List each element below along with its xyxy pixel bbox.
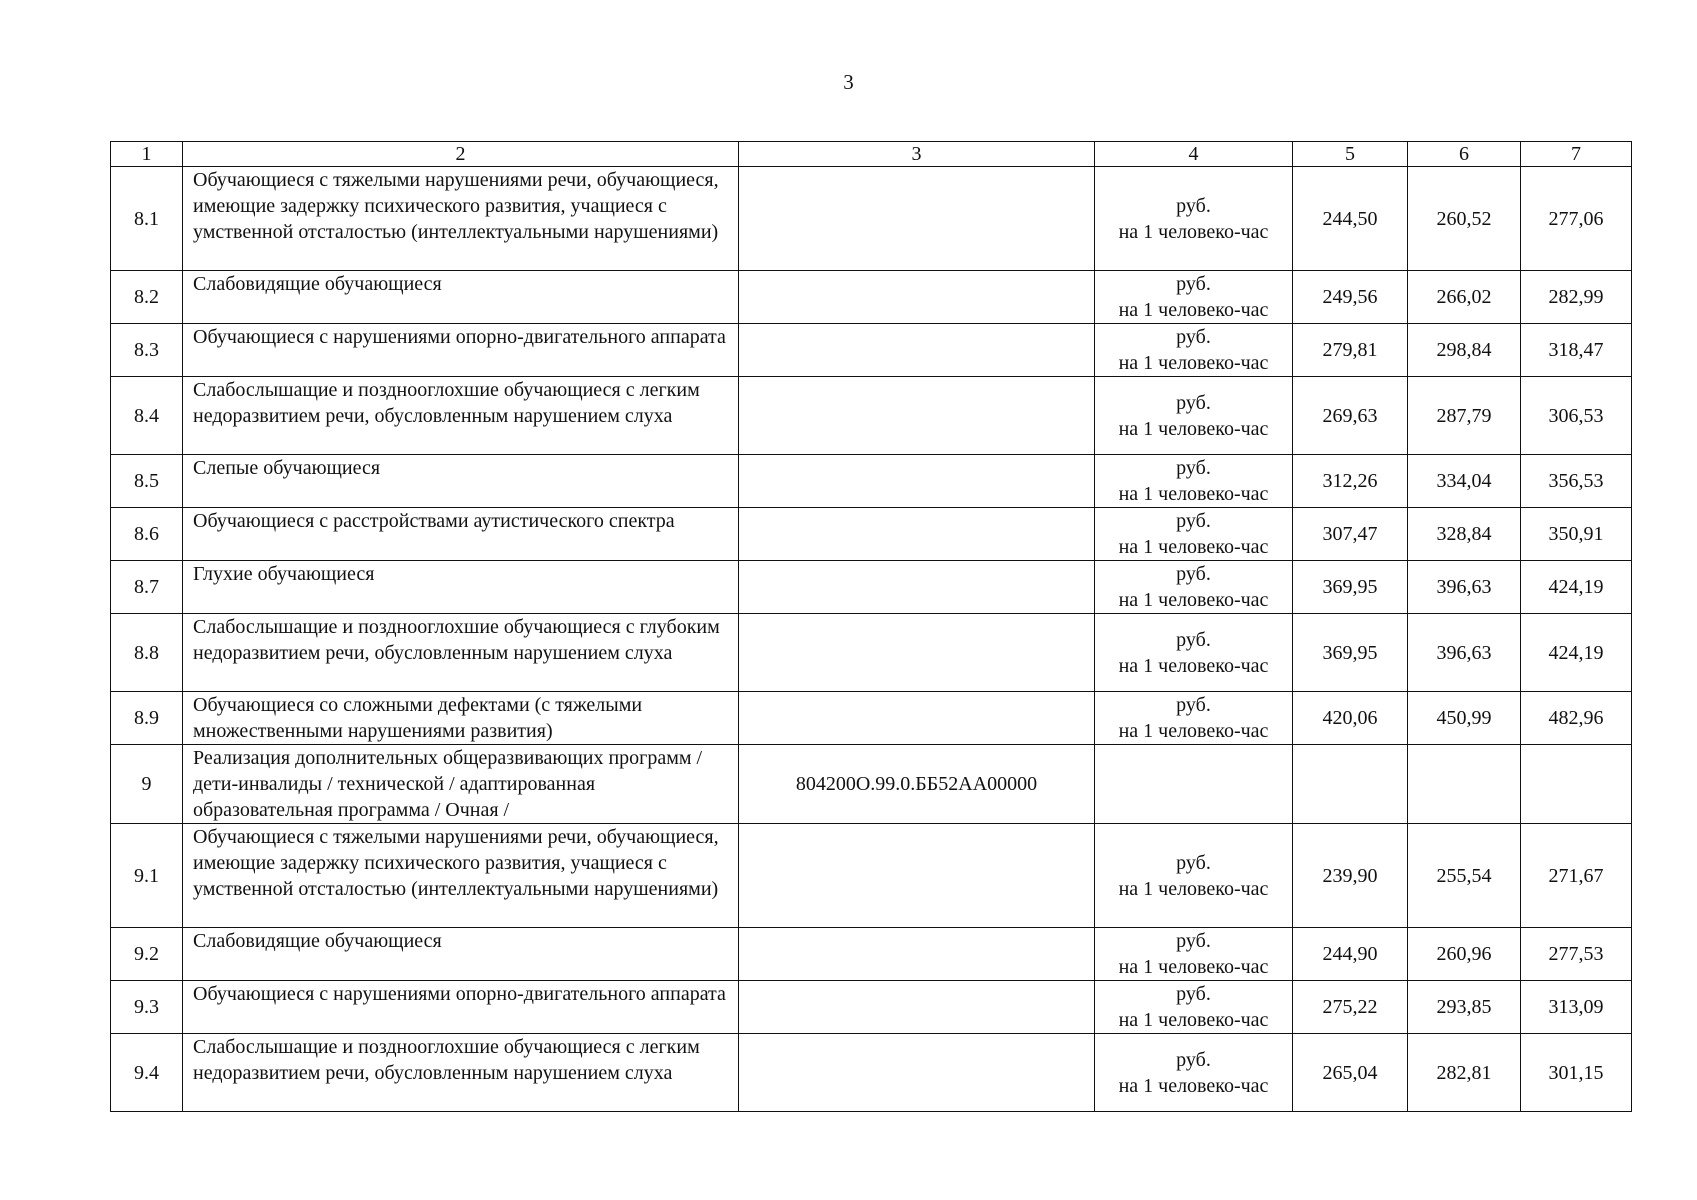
row-value-5: 265,04 bbox=[1293, 1034, 1408, 1112]
row-name: Слабовидящие обучающиеся bbox=[183, 271, 739, 324]
row-value-5: 279,81 bbox=[1293, 324, 1408, 377]
row-unit bbox=[1095, 508, 1293, 561]
table-row bbox=[111, 167, 1632, 271]
row-number: 9.1 bbox=[111, 824, 183, 928]
row-value-5: 244,90 bbox=[1293, 928, 1408, 981]
unit-basis: на 1 человеко-час bbox=[1118, 417, 1269, 440]
row-value-7: 356,53 bbox=[1521, 455, 1632, 508]
row-code bbox=[739, 377, 1095, 455]
row-name: Обучающиеся с тяжелыми нарушениями речи, обучающиеся, имеющие задержку психического развития, учащиеся с умственной отсталостью (интеллектуальными нарушениями) bbox=[183, 167, 739, 271]
row-number: 8.8 bbox=[111, 614, 183, 692]
row-unit bbox=[1095, 561, 1293, 614]
row-number: 8.3 bbox=[111, 324, 183, 377]
tariff-table bbox=[110, 141, 1632, 1112]
row-number: 9 bbox=[111, 745, 183, 824]
row-value-7 bbox=[1521, 745, 1632, 824]
table-row bbox=[111, 981, 1632, 1034]
row-value-7: 313,09 bbox=[1521, 981, 1632, 1034]
row-value-6: 293,85 bbox=[1408, 981, 1521, 1034]
row-value-5: 369,95 bbox=[1293, 561, 1408, 614]
row-unit bbox=[1095, 692, 1293, 745]
unit-currency: руб. bbox=[1176, 326, 1211, 348]
row-value-7: 424,19 bbox=[1521, 561, 1632, 614]
table-row bbox=[111, 271, 1632, 324]
row-name: Слабослышащие и позднооглохшие обучающиеся с легким недоразвитием речи, обусловленным нарушением слуха bbox=[183, 377, 739, 455]
row-number: 8.7 bbox=[111, 561, 183, 614]
row-value-5: 249,56 bbox=[1293, 271, 1408, 324]
row-code bbox=[739, 692, 1095, 745]
unit-currency: руб. bbox=[1176, 851, 1211, 874]
table-row bbox=[111, 692, 1632, 745]
row-number: 8.2 bbox=[111, 271, 183, 324]
table-row bbox=[111, 824, 1632, 928]
unit-basis: на 1 человеко-час bbox=[1118, 220, 1269, 243]
row-name: Обучающиеся с нарушениями опорно-двигательного аппарата bbox=[183, 324, 739, 377]
table-row bbox=[111, 324, 1632, 377]
unit-basis: на 1 человеко-час bbox=[1118, 877, 1269, 900]
column-header: 2 bbox=[183, 142, 739, 167]
row-value-5: 369,95 bbox=[1293, 614, 1408, 692]
row-name: Слепые обучающиеся bbox=[183, 455, 739, 508]
unit-basis: на 1 человеко-час bbox=[1118, 956, 1269, 978]
row-code bbox=[739, 271, 1095, 324]
unit-currency: руб. bbox=[1176, 194, 1211, 217]
row-value-5: 275,22 bbox=[1293, 981, 1408, 1034]
row-value-6: 260,96 bbox=[1408, 928, 1521, 981]
row-value-7: 301,15 bbox=[1521, 1034, 1632, 1112]
row-value-5: 420,06 bbox=[1293, 692, 1408, 745]
row-code bbox=[739, 614, 1095, 692]
unit-currency: руб. bbox=[1176, 1048, 1211, 1071]
row-unit bbox=[1095, 167, 1293, 271]
unit-currency: руб. bbox=[1176, 391, 1211, 414]
row-value-5: 269,63 bbox=[1293, 377, 1408, 455]
row-name: Обучающиеся с расстройствами аутистического спектра bbox=[183, 508, 739, 561]
row-number: 8.1 bbox=[111, 167, 183, 271]
row-name: Слабовидящие обучающиеся bbox=[183, 928, 739, 981]
row-name: Слабослышащие и позднооглохшие обучающиеся с глубоким недоразвитием речи, обусловленным нарушением слуха bbox=[183, 614, 739, 692]
row-number: 8.6 bbox=[111, 508, 183, 561]
unit-currency: руб. bbox=[1176, 273, 1211, 295]
row-number: 9.4 bbox=[111, 1034, 183, 1112]
table-header-row bbox=[111, 142, 1632, 167]
row-unit bbox=[1095, 745, 1293, 824]
row-value-5 bbox=[1293, 745, 1408, 824]
unit-basis: на 1 человеко-час bbox=[1118, 654, 1269, 677]
unit-basis: на 1 человеко-час bbox=[1118, 589, 1269, 611]
table-row bbox=[111, 745, 1632, 824]
unit-currency: руб. bbox=[1176, 930, 1211, 952]
unit-currency: руб. bbox=[1176, 510, 1211, 532]
table-row bbox=[111, 1034, 1632, 1112]
unit-basis: на 1 человеко-час bbox=[1118, 352, 1269, 374]
row-number: 8.9 bbox=[111, 692, 183, 745]
unit-currency: руб. bbox=[1176, 563, 1211, 585]
unit-basis: на 1 человеко-час bbox=[1118, 1009, 1269, 1031]
row-code bbox=[739, 981, 1095, 1034]
row-value-6: 298,84 bbox=[1408, 324, 1521, 377]
row-name: Глухие обучающиеся bbox=[183, 561, 739, 614]
unit-basis: на 1 человеко-час bbox=[1118, 483, 1269, 505]
unit-currency: руб. bbox=[1176, 983, 1211, 1005]
row-unit bbox=[1095, 455, 1293, 508]
row-value-5: 239,90 bbox=[1293, 824, 1408, 928]
row-code: 804200О.99.0.ББ52АА00000 bbox=[739, 745, 1095, 824]
row-number: 9.3 bbox=[111, 981, 183, 1034]
unit-currency: руб. bbox=[1176, 694, 1211, 716]
row-value-6: 334,04 bbox=[1408, 455, 1521, 508]
table-row bbox=[111, 455, 1632, 508]
page-number: 3 bbox=[843, 70, 854, 94]
row-number: 8.4 bbox=[111, 377, 183, 455]
row-unit bbox=[1095, 614, 1293, 692]
row-value-7: 282,99 bbox=[1521, 271, 1632, 324]
row-value-6: 450,99 bbox=[1408, 692, 1521, 745]
row-value-7: 350,91 bbox=[1521, 508, 1632, 561]
unit-basis: на 1 человеко-час bbox=[1118, 536, 1269, 558]
unit-currency: руб. bbox=[1176, 457, 1211, 479]
row-value-6: 396,63 bbox=[1408, 614, 1521, 692]
row-name: Обучающиеся с тяжелыми нарушениями речи, обучающиеся, имеющие задержку психического развития, учащиеся с умственной отсталостью (интеллектуальными нарушениями) bbox=[183, 824, 739, 928]
table-row bbox=[111, 377, 1632, 455]
table-row bbox=[111, 508, 1632, 561]
row-code bbox=[739, 824, 1095, 928]
row-value-6: 282,81 bbox=[1408, 1034, 1521, 1112]
row-number: 8.5 bbox=[111, 455, 183, 508]
row-value-7: 306,53 bbox=[1521, 377, 1632, 455]
row-value-5: 307,47 bbox=[1293, 508, 1408, 561]
unit-basis: на 1 человеко-час bbox=[1118, 720, 1269, 742]
row-value-6: 328,84 bbox=[1408, 508, 1521, 561]
row-value-6: 260,52 bbox=[1408, 167, 1521, 271]
row-value-6: 287,79 bbox=[1408, 377, 1521, 455]
row-unit bbox=[1095, 324, 1293, 377]
unit-currency: руб. bbox=[1176, 628, 1211, 651]
row-value-5: 244,50 bbox=[1293, 167, 1408, 271]
row-value-7: 318,47 bbox=[1521, 324, 1632, 377]
row-code bbox=[739, 508, 1095, 561]
row-code bbox=[739, 1034, 1095, 1112]
table-row bbox=[111, 614, 1632, 692]
row-value-6: 266,02 bbox=[1408, 271, 1521, 324]
row-code bbox=[739, 561, 1095, 614]
row-unit bbox=[1095, 1034, 1293, 1112]
column-header: 1 bbox=[111, 142, 183, 167]
row-value-6 bbox=[1408, 745, 1521, 824]
table-row bbox=[111, 561, 1632, 614]
row-unit bbox=[1095, 928, 1293, 981]
unit-basis: на 1 человеко-час bbox=[1118, 299, 1269, 321]
column-header: 6 bbox=[1408, 142, 1521, 167]
row-code bbox=[739, 324, 1095, 377]
column-header: 4 bbox=[1095, 142, 1293, 167]
column-header: 3 bbox=[739, 142, 1095, 167]
row-value-6: 396,63 bbox=[1408, 561, 1521, 614]
row-value-7: 277,53 bbox=[1521, 928, 1632, 981]
row-unit bbox=[1095, 824, 1293, 928]
row-value-6: 255,54 bbox=[1408, 824, 1521, 928]
column-header: 5 bbox=[1293, 142, 1408, 167]
row-value-5: 312,26 bbox=[1293, 455, 1408, 508]
row-code bbox=[739, 455, 1095, 508]
row-code bbox=[739, 167, 1095, 271]
row-name: Обучающиеся со сложными дефектами (с тяжелыми множественными нарушениями развития) bbox=[183, 692, 739, 745]
unit-basis: на 1 человеко-час bbox=[1118, 1074, 1269, 1097]
row-value-7: 482,96 bbox=[1521, 692, 1632, 745]
row-unit bbox=[1095, 981, 1293, 1034]
row-name: Реализация дополнительных общеразвивающих программ / дети-инвалиды / технической / адаптированная образовательная программа / Очная / bbox=[183, 745, 739, 824]
table-row bbox=[111, 928, 1632, 981]
row-unit bbox=[1095, 377, 1293, 455]
row-code bbox=[739, 928, 1095, 981]
row-name: Обучающиеся с нарушениями опорно-двигательного аппарата bbox=[183, 981, 739, 1034]
row-value-7: 277,06 bbox=[1521, 167, 1632, 271]
row-number: 9.2 bbox=[111, 928, 183, 981]
row-value-7: 424,19 bbox=[1521, 614, 1632, 692]
column-header: 7 bbox=[1521, 142, 1632, 167]
row-value-7: 271,67 bbox=[1521, 824, 1632, 928]
row-name: Слабослышащие и позднооглохшие обучающиеся с легким недоразвитием речи, обусловленным нарушением слуха bbox=[183, 1034, 739, 1112]
row-unit bbox=[1095, 271, 1293, 324]
